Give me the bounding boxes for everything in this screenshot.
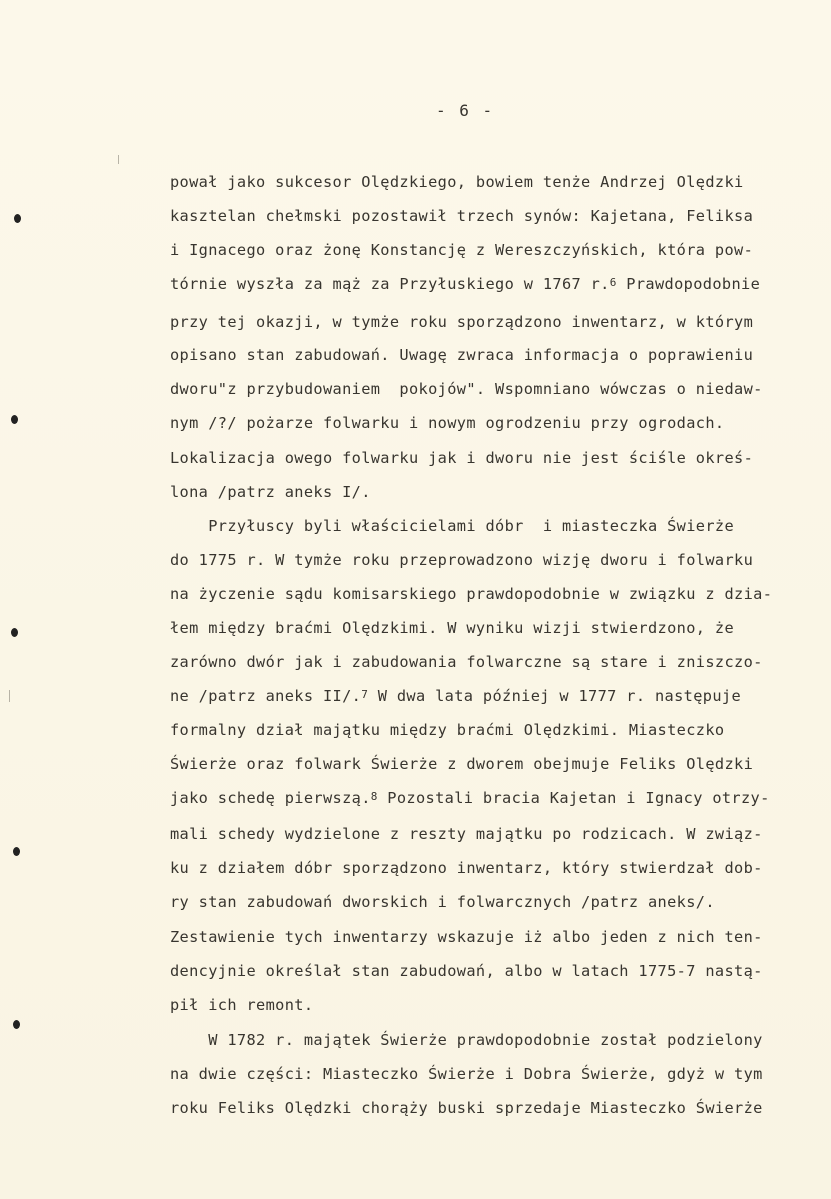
punch-hole [13,1020,20,1029]
text-line: Świerże oraz folwark Świerże z dworem obejmuje Feliks Olędzki [170,755,754,773]
text-line: pił ich remont. [170,996,314,1014]
stray-mark [9,690,10,702]
text-line: lona /patrz aneks I/. [170,483,371,501]
text-line: W 1782 r. majątek Świerże prawdopodobnie został podzielony [170,1031,763,1049]
punch-hole [13,847,20,856]
text-line: do 1775 r. W tymże roku przeprowadzono wizję dworu i folwarku [170,551,754,569]
stray-mark [118,155,119,164]
text-line: tórnie wyszła za mąż za Przyłuskiego w 1767 r.$^6$ Prawdopodobnie [170,275,761,293]
punch-hole [11,415,18,424]
text-line: na dwie części: Miasteczko Świerże i Dobra Świerże, gdyż w tym [170,1065,763,1083]
text-line: jako schedę pierwszą.$^8$ Pozostali bracia Kajetan i Ignacy otrzy- [170,789,770,807]
text-line: na życzenie sądu komisarskiego prawdopodobnie w związku z dzia- [170,585,773,603]
text-line: kasztelan chełmski pozostawił trzech synów: Kajetana, Feliksa [170,207,754,225]
text-line: ne /patrz aneks II/.$^7$ W dwa lata później w 1777 r. następuje [170,687,742,705]
text-line: dencyjnie określał stan zabudowań, albo w latach 1775-7 nastą- [170,962,763,980]
punch-hole [11,628,18,637]
text-line: ku z działem dóbr sporządzono inwentarz, który stwierdzał dob- [170,859,763,877]
text-line: opisano stan zabudowań. Uwagę zwraca informacja o poprawieniu [170,346,754,364]
page-number: - 6 - [436,101,495,120]
text-line: łem między braćmi Olędzkimi. W wyniku wizji stwierdzono, że [170,619,735,637]
punch-hole [14,214,21,223]
text-line: Zestawienie tych inwentarzy wskazuje iż albo jeden z nich ten- [170,928,763,946]
text-line: Przyłuscy byli właścicielami dóbr i miasteczka Świerże [170,517,735,535]
text-line: mali schedy wydzielone z reszty majątku po rodzicach. W związ- [170,825,763,843]
text-line: przy tej okazji, w tymże roku sporządzono inwentarz, w którym [170,313,754,331]
text-line: i Ignacego oraz żonę Konstancję z Wereszczyńskich, która pow- [170,241,754,259]
text-line: zarówno dwór jak i zabudowania folwarczne są stare i zniszczo- [170,653,763,671]
text-line: formalny dział majątku między braćmi Olędzkimi. Miasteczko [170,721,725,739]
text-line: Lokalizacja owego folwarku jak i dworu nie jest ściśle okreś- [170,449,754,467]
text-line: roku Feliks Olędzki chorąży buski sprzedaje Miasteczko Świerże [170,1099,763,1117]
text-line: ry stan zabudowań dworskich i folwarcznych /patrz aneks/. [170,893,715,911]
text-line: dworu"z przybudowaniem pokojów". Wspomniano wówczas o niedaw- [170,380,763,398]
text-line: pował jako sukcesor Olędzkiego, bowiem tenże Andrzej Olędzki [170,173,744,191]
text-line: nym /?/ pożarze folwarku i nowym ogrodzeniu przy ogrodach. [170,414,725,432]
